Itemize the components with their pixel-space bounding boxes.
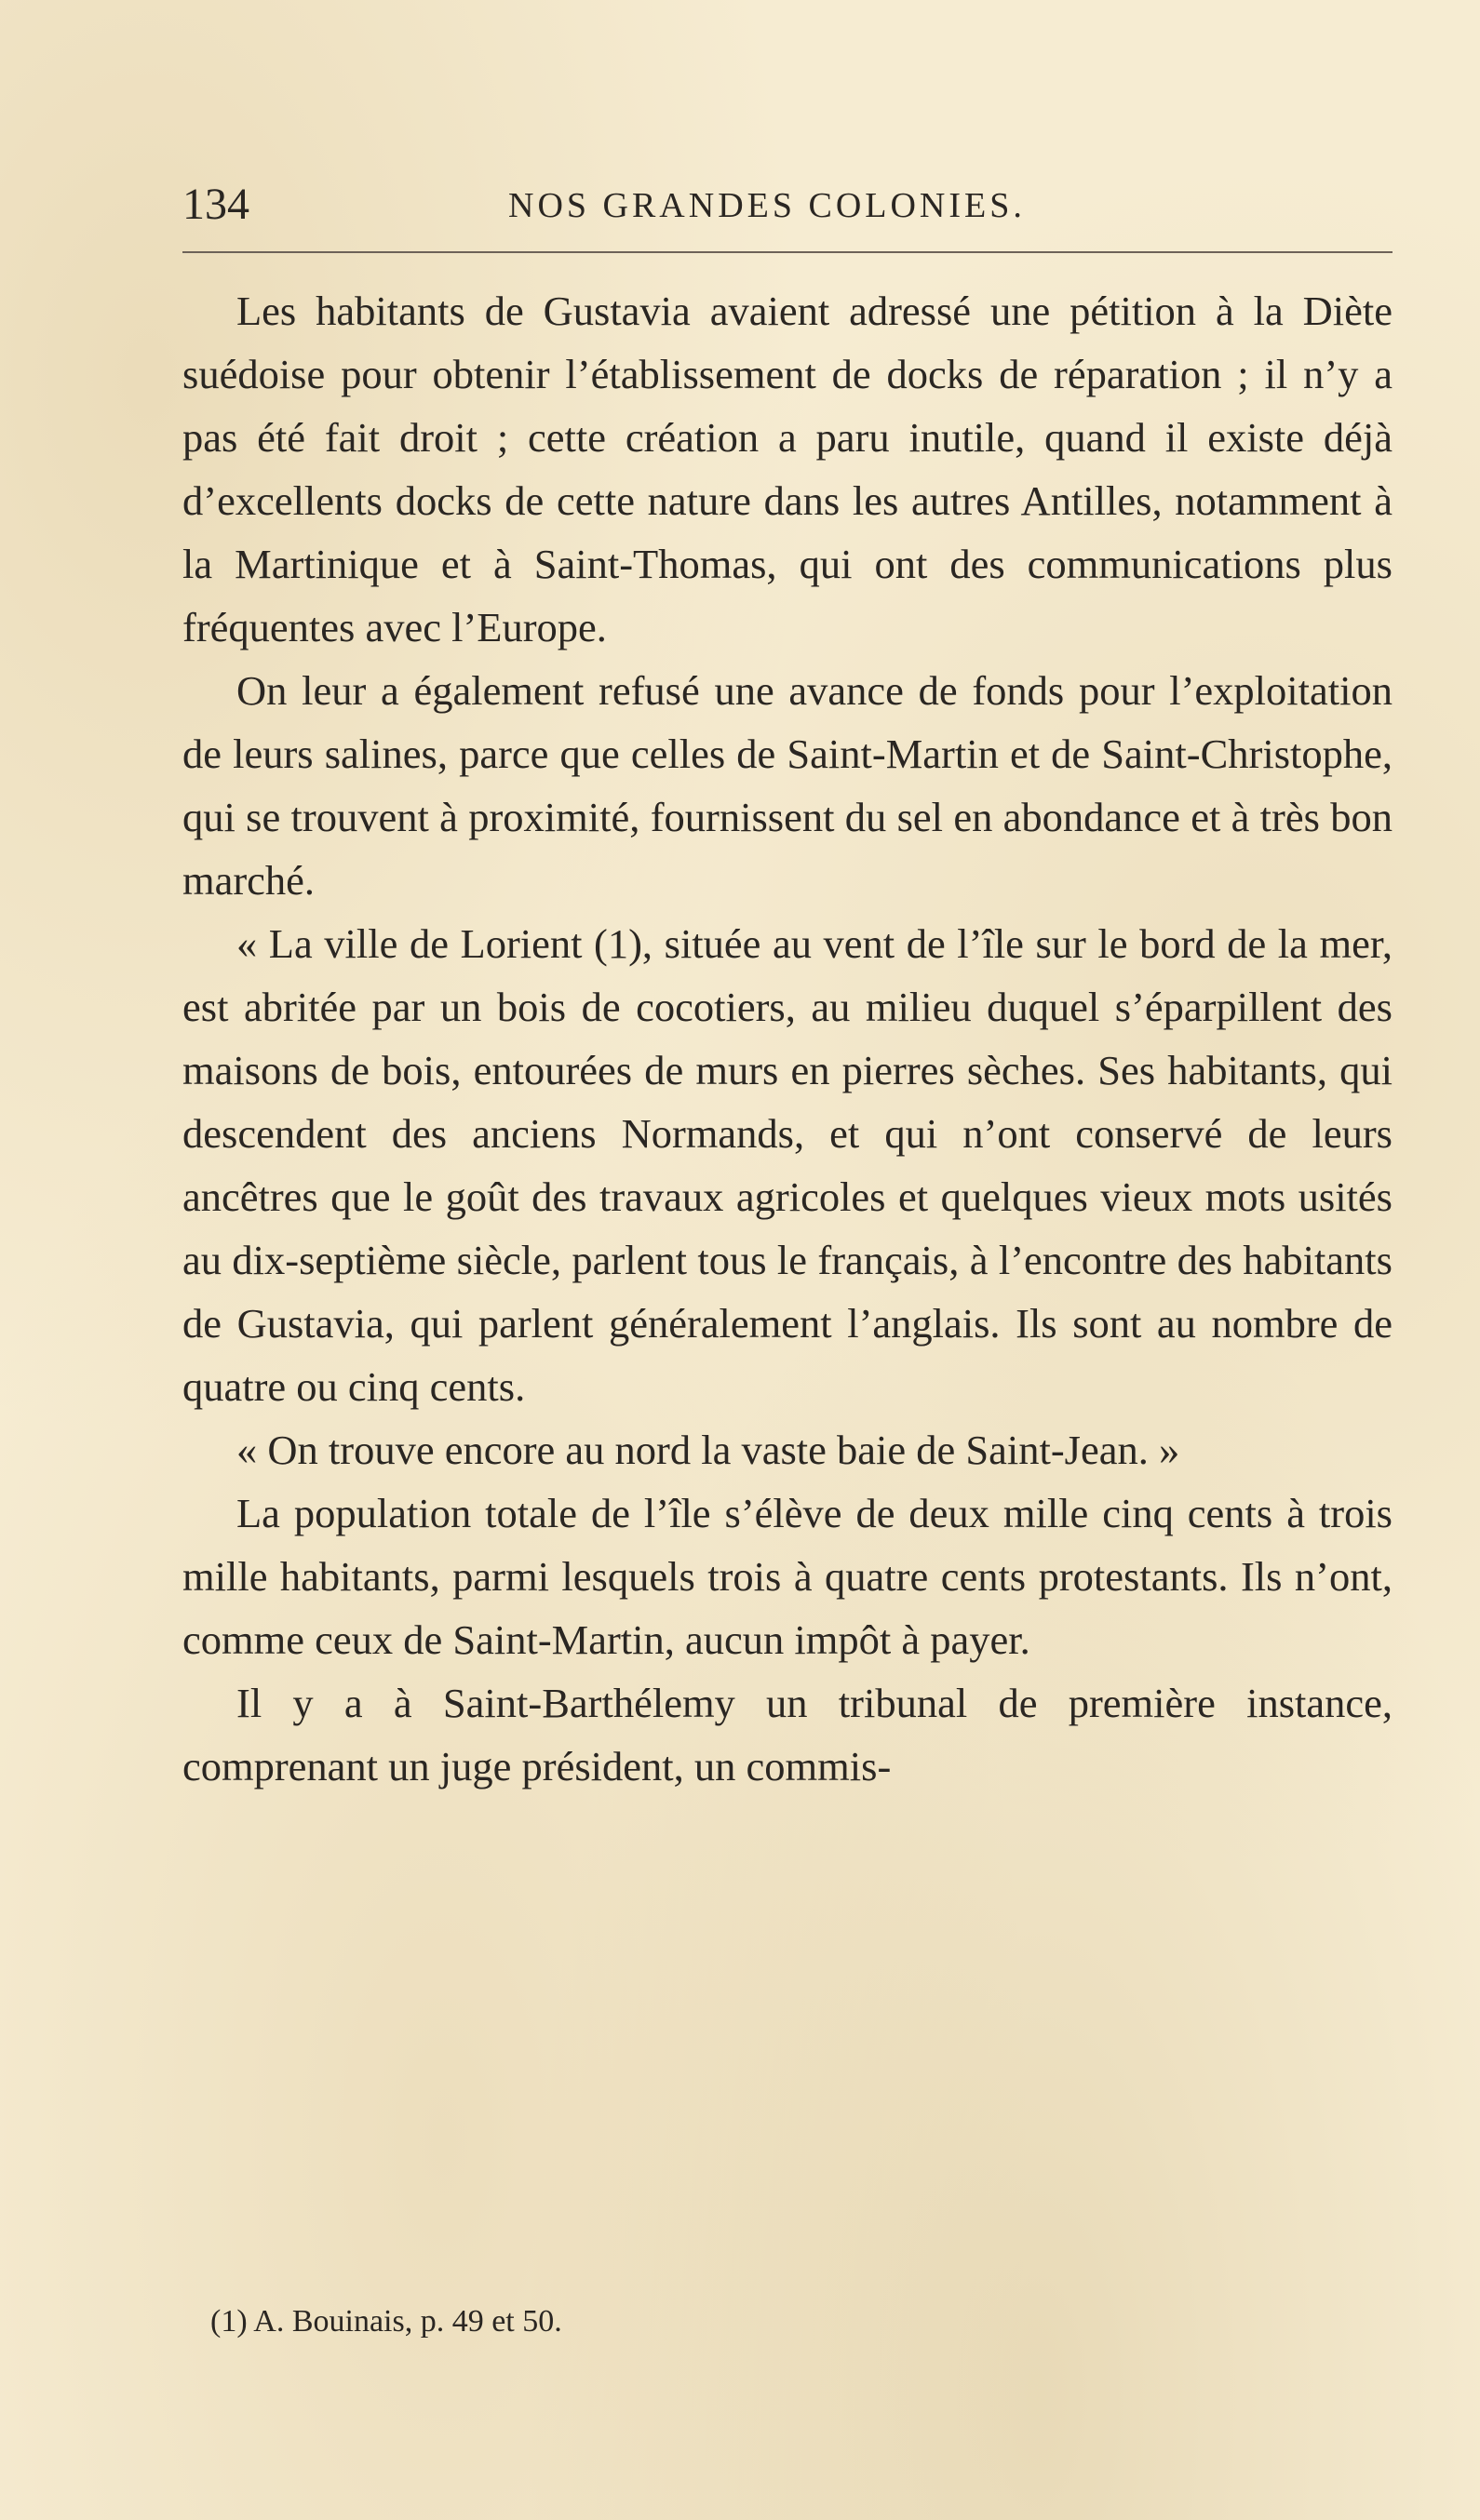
paragraph-baie-saint-jean: « On trouve encore au nord la vaste baie de Saint-Jean. » xyxy=(236,1427,1180,1473)
paragraph-lorient: « La ville de Lorient (1), située au vent de l’île sur le bord de la mer, est abritée par un bois de cocotiers, au milieu duquel s’éparpillent des maisons de bois, entourées de murs en pierres sèches. Ses habitants, qui descendent des anciens Normands, et qui n’ont conservé de leurs ancêtres que le goût des travaux agricoles et quelques vieux mots usités au dix-septième siècle, parlent tous le français, à l’encontre des habitants de Gustavia, qui parlent généralement l’anglais. Ils sont au nombre de quatre ou cinq cents. xyxy=(182,920,1393,1410)
paragraph-population: La population totale de l’île s’élève de deux mille cinq cents à trois mille habitants, parmi lesquels trois à quatre cents protestants. Ils n’ont, comme ceux de Saint-Martin, aucun impôt à payer. xyxy=(182,1490,1393,1663)
body-text xyxy=(182,279,1393,1798)
paragraph-salines: On leur a également refusé une avance de fonds pour l’exploitation de leurs salines, parce que celles de Saint-Martin et de Saint-Christophe, qui se trouvent à proximité, fournissent du sel en abondance et à très bon marché. xyxy=(182,667,1393,904)
page-header xyxy=(182,177,1393,233)
running-title: NOS GRANDES COLONIES. xyxy=(508,186,1026,225)
header-rule xyxy=(182,251,1393,253)
paragraph-tribunal: Il y a à Saint-Barthélemy un tribunal de première instance, comprenant un juge président, un commis- xyxy=(182,1680,1393,1789)
footnote: (1) A. Bouinais, p. 49 et 50. xyxy=(210,2304,562,2339)
paragraph-docks: Les habitants de Gustavia avaient adressé une pétition à la Diète suédoise pour obtenir l’établissement de docks de réparation ; il n’y a pas été fait droit ; cette création a paru inutile, quand il existe déjà d’excellents docks de cette nature dans les autres Antilles, notamment à la Martinique et à Saint-Thomas, qui ont des communications plus fréquentes avec l’Europe. xyxy=(182,288,1393,650)
page-number: 134 xyxy=(182,180,249,229)
